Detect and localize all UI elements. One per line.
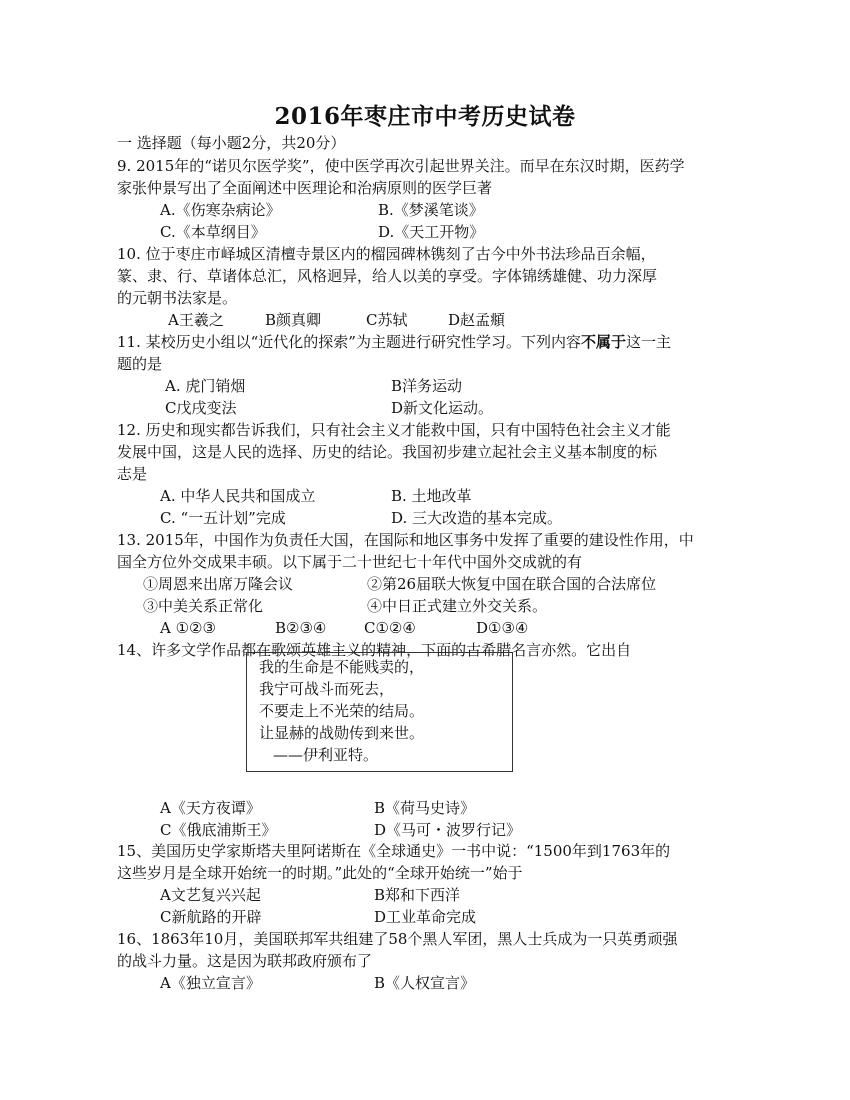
- q12-text-line3: 志是: [117, 465, 148, 483]
- q11-text-line2: 题的是: [117, 355, 163, 373]
- q14-quote-line4: 让显赫的战勋传到来世。: [259, 724, 425, 742]
- q13-text-line1: 13. 2015年，中国作为负责任大国，在国际和地区事务中发挥了重要的建设性作用，中: [117, 531, 694, 549]
- q11-text-pre: 11. 某校历史小组以“近代化的探索”为主题进行研究性学习。下列内容: [117, 333, 581, 351]
- q11-text-line1: [117, 331, 671, 353]
- q12-option-c: C. “一五计划”完成: [160, 509, 286, 527]
- q13-item-4: ④中日正式建立外交关系。: [367, 597, 548, 615]
- q12-text-line2: 发展中国，这是人民的选择、历史的结论。我国初步建立起社会主义基本制度的标: [117, 443, 658, 461]
- q10-option-b: B颜真卿: [265, 311, 322, 329]
- q13-option-c: C①②④: [364, 619, 416, 637]
- q11-option-c: C戊戌变法: [165, 399, 237, 417]
- q9-option-a: A.《伤寒杂病论》: [160, 201, 281, 219]
- q10-option-c: C苏轼: [366, 311, 408, 329]
- q12-option-b: B. 土地改革: [391, 487, 472, 505]
- q11-option-b: B洋务运动: [391, 377, 463, 395]
- q10-option-d: D赵孟頫: [448, 311, 506, 329]
- q13-option-a: A ①②③: [160, 619, 216, 637]
- q14-text-line1: 14、许多文学作品都在歌颂英雄主义的精神，下面的古希腊名言亦然。它出自: [117, 641, 632, 659]
- q10-text-line3: 的元朝书法家是。: [117, 289, 238, 307]
- q13-item-3: ③中美关系正常化: [143, 597, 264, 615]
- q11-text-post: 这一主: [625, 333, 671, 351]
- q12-text-line1: 12. 历史和现实都告诉我们，只有社会主义才能救中国，只有中国特色社会主义才能: [117, 421, 671, 439]
- q16-option-b: B《人权宣言》: [374, 974, 476, 992]
- q15-text-line1: 15、美国历史学家斯塔夫里阿诺斯在《全球通史》一书中说：“1500年到1763年的: [117, 842, 671, 860]
- q14-quote-source: ——伊利亚特。: [273, 746, 379, 764]
- exam-title: 2016年枣庄市中考历史试卷: [274, 103, 576, 130]
- q16-text-line2: 的战斗力量。这是因为联邦政府颁布了: [117, 952, 373, 970]
- q10-text-line2: 篆、隶、行、草诸体总汇，风格迥异，给人以美的享受。字体锦绣雄健、功力深厚: [117, 267, 658, 285]
- q15-option-d: D工业革命完成: [374, 908, 477, 926]
- q14-option-d: D《马可・波罗行记》: [374, 821, 522, 839]
- q9-option-d: D.《天工开物》: [378, 223, 485, 241]
- q16-option-a: A《独立宣言》: [160, 974, 261, 992]
- q15-option-a: A文艺复兴兴起: [160, 886, 261, 904]
- q13-item-2: ②第26届联大恢复中国在联合国的合法席位: [367, 575, 657, 593]
- q14-quote-line2: 我宁可战斗而死去，: [259, 680, 395, 698]
- q14-option-a: A《天方夜谭》: [160, 799, 261, 817]
- q11-option-a: A. 虎门销烟: [165, 377, 246, 395]
- q9-text-line1: 9. 2015年的“诺贝尔医学奖”，使中医学再次引起世界关注。而早在东汉时期，医药学: [117, 157, 685, 175]
- q11-option-d: D新文化运动。: [391, 399, 494, 417]
- section-heading: 一 选择题（每小题2分，共20分）: [117, 134, 346, 152]
- q14-quote-line3: 不要走上不光荣的结局。: [259, 702, 425, 720]
- q14-option-c: C《俄底浦斯王》: [160, 821, 277, 839]
- q9-text-line2: 家张仲景写出了全面阐述中医理论和治病原则的医学巨著: [117, 179, 493, 197]
- q9-option-b: B.《梦溪笔谈》: [378, 201, 484, 219]
- q11-text-emphasis: 不属于: [580, 333, 626, 351]
- q16-text-line1: 16、1863年10月，美国联邦军共组建了58个黑人军团，黑人士兵成为一只英勇顽强: [117, 930, 678, 948]
- q13-option-d: D①③④: [476, 619, 529, 637]
- q12-option-d: D. 三大改造的基本完成。: [391, 509, 563, 527]
- q14-option-b: B《荷马史诗》: [374, 799, 476, 817]
- q12-option-a: A. 中华人民共和国成立: [160, 487, 316, 505]
- q10-option-a: A王羲之: [168, 311, 224, 329]
- q15-option-c: C新航路的开辟: [160, 908, 262, 926]
- q10-text-line1: 10. 位于枣庄市峄城区清檀寺景区内的榴园碑林镌刻了古今中外书法珍品百余幅，: [117, 245, 656, 263]
- q13-text-line2: 国全方位外交成果丰硕。以下属于二十世纪七十年代中国外交成就的有: [117, 553, 583, 571]
- q14-quote-line1: 我的生命是不能贱卖的，: [259, 658, 425, 676]
- q15-option-b: B郑和下西洋: [374, 886, 461, 904]
- q14-quote-box: [246, 652, 513, 772]
- q13-option-b: B②③④: [275, 619, 327, 637]
- q13-item-1: ①周恩来出席万隆会议: [143, 575, 294, 593]
- q15-text-line2: 这些岁月是全球开始统一的时期。”此处的“全球开始统一”始于: [117, 864, 523, 882]
- q9-option-c: C.《本草纲目》: [160, 223, 266, 241]
